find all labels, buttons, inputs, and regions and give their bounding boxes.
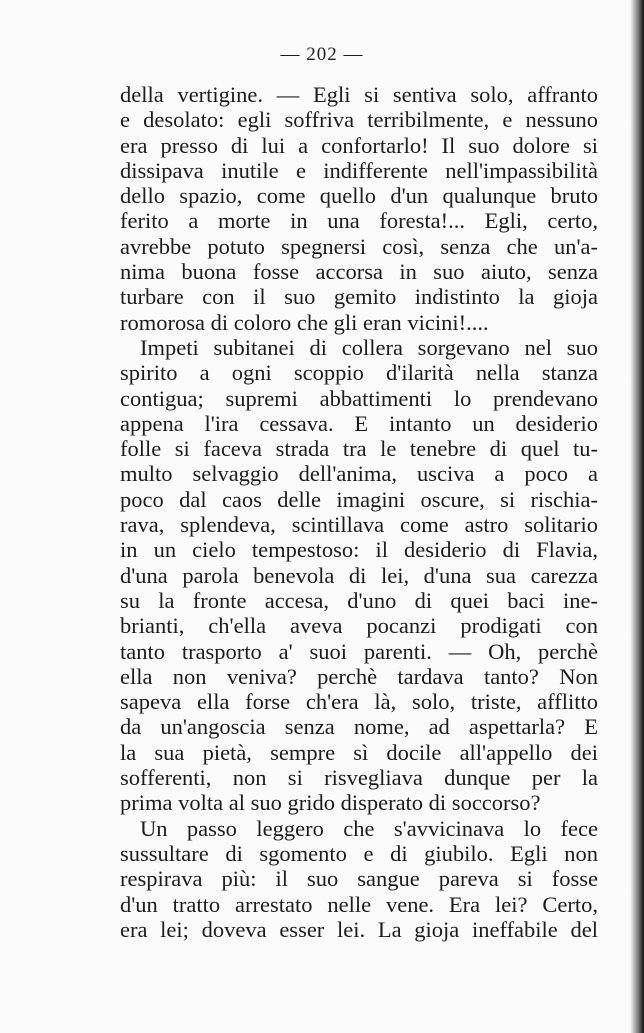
text-line: contigua; supremi abbattimenti lo prendevano: [120, 385, 598, 411]
text-line: era lei; doveva esser lei. La gioja ineffabile del: [120, 916, 598, 942]
text-line: poco dal caos delle imagini oscure, si rischia-: [120, 486, 598, 512]
text-line: dello spazio, come quello d'un qualunque bruto: [120, 183, 598, 209]
page-edge-shadow: [630, 0, 644, 1033]
text-line: multo selvaggio dell'anima, usciva a poco a: [120, 461, 598, 487]
text-line: tanto trasporto a' suoi parenti. — Oh, perchè: [120, 638, 598, 664]
text-line: avrebbe potuto spegnersi così, senza che un'a-: [120, 233, 598, 259]
text-line: Un passo leggero che s'avvicinava lo fece: [140, 815, 598, 841]
text-line: appena l'ira cessava. E intanto un desiderio: [120, 410, 598, 436]
text-line: prima volta al suo grido disperato di soccorso?: [120, 790, 541, 816]
page-number: — 202 —: [280, 44, 364, 65]
text-line: rava, splendeva, scintillava come astro solitario: [120, 512, 598, 538]
text-line: era presso di lui a confortarlo! Il suo dolore si: [120, 132, 598, 158]
text-line: ella non veniva? perchè tardava tanto? Non: [120, 663, 598, 689]
text-line: sofferenti, non si risvegliava dunque per la: [120, 765, 598, 791]
text-line: folle si faceva strada tra le tenebre di quel tu-: [120, 436, 598, 462]
text-line: brianti, ch'ella aveva pocanzi prodigati con: [120, 613, 598, 639]
text-line: nima buona fosse accorsa in suo aiuto, senza: [120, 259, 598, 285]
text-line: d'un tratto arrestato nelle vene. Era lei? Certo,: [120, 891, 598, 917]
text-line: romorosa di coloro che gli eran vicini!....: [120, 309, 489, 335]
text-line: spirito a ogni scoppio d'ilarità nella stanza: [120, 360, 598, 386]
text-line: ferito a morte in una foresta!... Egli, certo,: [120, 208, 598, 234]
text-line: della vertigine. — Egli si sentiva solo, affranto: [120, 82, 598, 107]
text-line: e desolato: egli soffriva terribilmente, e nessuno: [120, 107, 598, 133]
text-line: sussultare di sgomento e di giubilo. Egli non: [120, 840, 598, 866]
body-text: [120, 82, 598, 942]
text-line: turbare con il suo gemito indistinto la gioja: [120, 284, 598, 310]
text-line: la sua pietà, sempre sì docile all'appello dei: [120, 739, 598, 765]
text-line: respirava più: il suo sangue pareva si fosse: [120, 866, 598, 892]
text-line: dissipava inutile e indifferente nell'impassibilità: [120, 157, 598, 183]
text-line: Impeti subitanei di collera sorgevano nel suo: [140, 334, 598, 360]
text-line: da un'angoscia senza nome, ad aspettarla? E: [120, 714, 598, 740]
text-line: su la fronte accesa, d'uno di quei baci ine-: [120, 587, 598, 613]
text-line: d'una parola benevola di lei, d'una sua carezza: [120, 562, 598, 588]
text-line: in un cielo tempestoso: il desiderio di Flavia,: [120, 537, 598, 563]
text-line: sapeva ella forse ch'era là, solo, triste, afflitto: [120, 689, 598, 715]
